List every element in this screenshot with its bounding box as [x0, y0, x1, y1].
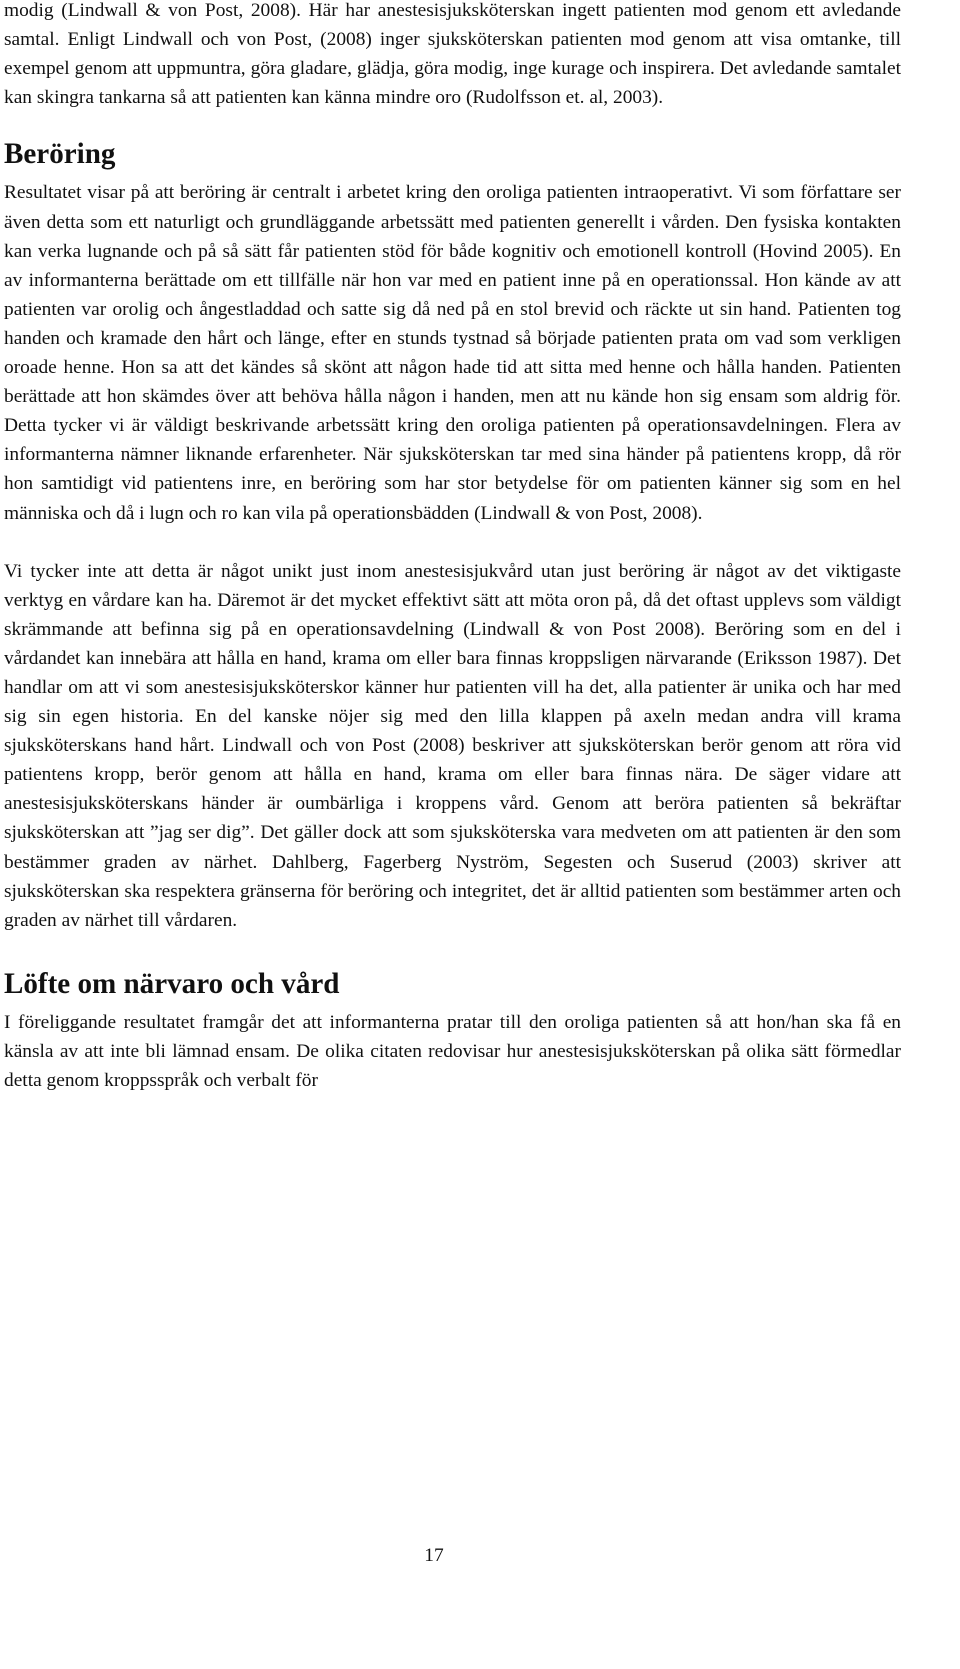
- section-heading-lofte: Löfte om närvaro och vård: [4, 967, 340, 1000]
- intro-paragraph: modig (Lindwall & von Post, 2008). Här har anestesisjuksköterskan ingett patienten mod genom ett avledande samtal. Enligt Lindwall och von Post, (2008) inger sjuksköterskan patienten mod genom att visa omtanke, till exempel genom att uppmuntra, göra gladare, glädja, göra modig, inge kurage och inspirera. Det avledande samtalet kan skingra tankarna så att patienten kan känna mindre oro (Rudolfsson et. al, 2003).: [4, 0, 901, 109]
- beroring-paragraph-2: Vi tycker inte att detta är något unikt just inom anestesisjukvård utan just beröring är något av det viktigaste verktyg en vårdare kan ha. Däremot är det mycket effektivt sätt att möta oron på, då det oftast upplevs som väldigt skrämmande att befinna sig på en operationsavdelning (Lindwall & von Post 2008). Beröring som en del i vårdandet kan innebära att hålla en hand, krama om eller bara finnas kroppsligen närvarande (Eriksson 1987). Det handlar om att vi som anestesisjuksköterskor känner hur patienten vill ha det, alla patienter är unika och har med sig sin egen historia. En del kanske nöjer sig med den lilla klappen på axeln medan andra vill krama sjuksköterskans hand hårt. Lindwall och von Post (2008) beskriver att sjuksköterskan berör genom att röra vid patientens kropp, berör genom att hålla en hand, krama om eller bara finnas nära. De säger vidare att anestesisjuksköterskans händer är oumbärliga i kroppens vård. Genom att beröra patienten så bekräftar sjuksköterskan att ”jag ser dig”. Det gäller dock att som sjuksköterska vara medveten om att patienten är den som bestämmer graden av närhet. Dahlberg, Fagerberg Nyström, Segesten och Suserud (2003) skriver att sjuksköterskan ska respektera gränserna för beröring och integritet, det är alltid patienten som bestämmer arten och graden av närhet till vårdaren.: [4, 560, 901, 931]
- beroring-paragraph-1: Resultatet visar på att beröring är centralt i arbetet kring den oroliga patienten intraoperativt. Vi som författare ser även detta som ett naturligt och grundläggande arbetssätt med patienten generellt i vården. Den fysiska kontakten kan verka lugnande och på så sätt får patienten stöd för både kognitiv och emotionell kontroll (Hovind 2005). En av informanterna berättade om ett tillfälle när hon var med en patient inne på en operationssal. Hon kände av att patienten var orolig och ångestladdad och satte sig då ned på en stol brevid och räckte ut sin hand. Patienten tog handen och kramade den hårt och länge, efter en stunds tystnad så började patienten prata om vad som verkligen oroade henne. Hon sa att det kändes så skönt att någon hade tid att sitta med henne och hålla handen. Patienten berättade att hon skämdes över att behöva hålla någon i handen, men att nu kände hon sig ensam som aldrig för. Detta tycker vi är väldigt beskrivande arbetssätt kring den oroliga patienten på operationsavdelningen. Flera av informanterna nämner liknande erfarenheter. När sjuksköterskan tar med sina händer på patientens kropp, då rör hon samtidigt vid patientens inre, en beröring som har stor betydelse för om patienten känner sig som en hel människa och då i lugn och ro kan vila på operationsbädden (Lindwall & von Post, 2008).: [4, 182, 901, 524]
- section-heading-beroring: Beröring: [4, 138, 116, 171]
- page-number: 17: [424, 1545, 444, 1566]
- lofte-paragraph-1: I föreliggande resultatet framgår det att informanterna pratar till den oroliga patienten så att hon/han ska få en känsla av att inte bli lämnad ensam. De olika citaten redovisar hur anestesisjuksköterskan på olika sätt förmedlar detta genom kroppsspråk och verbalt för: [4, 1011, 901, 1092]
- document-page: [4, 0, 901, 1095]
